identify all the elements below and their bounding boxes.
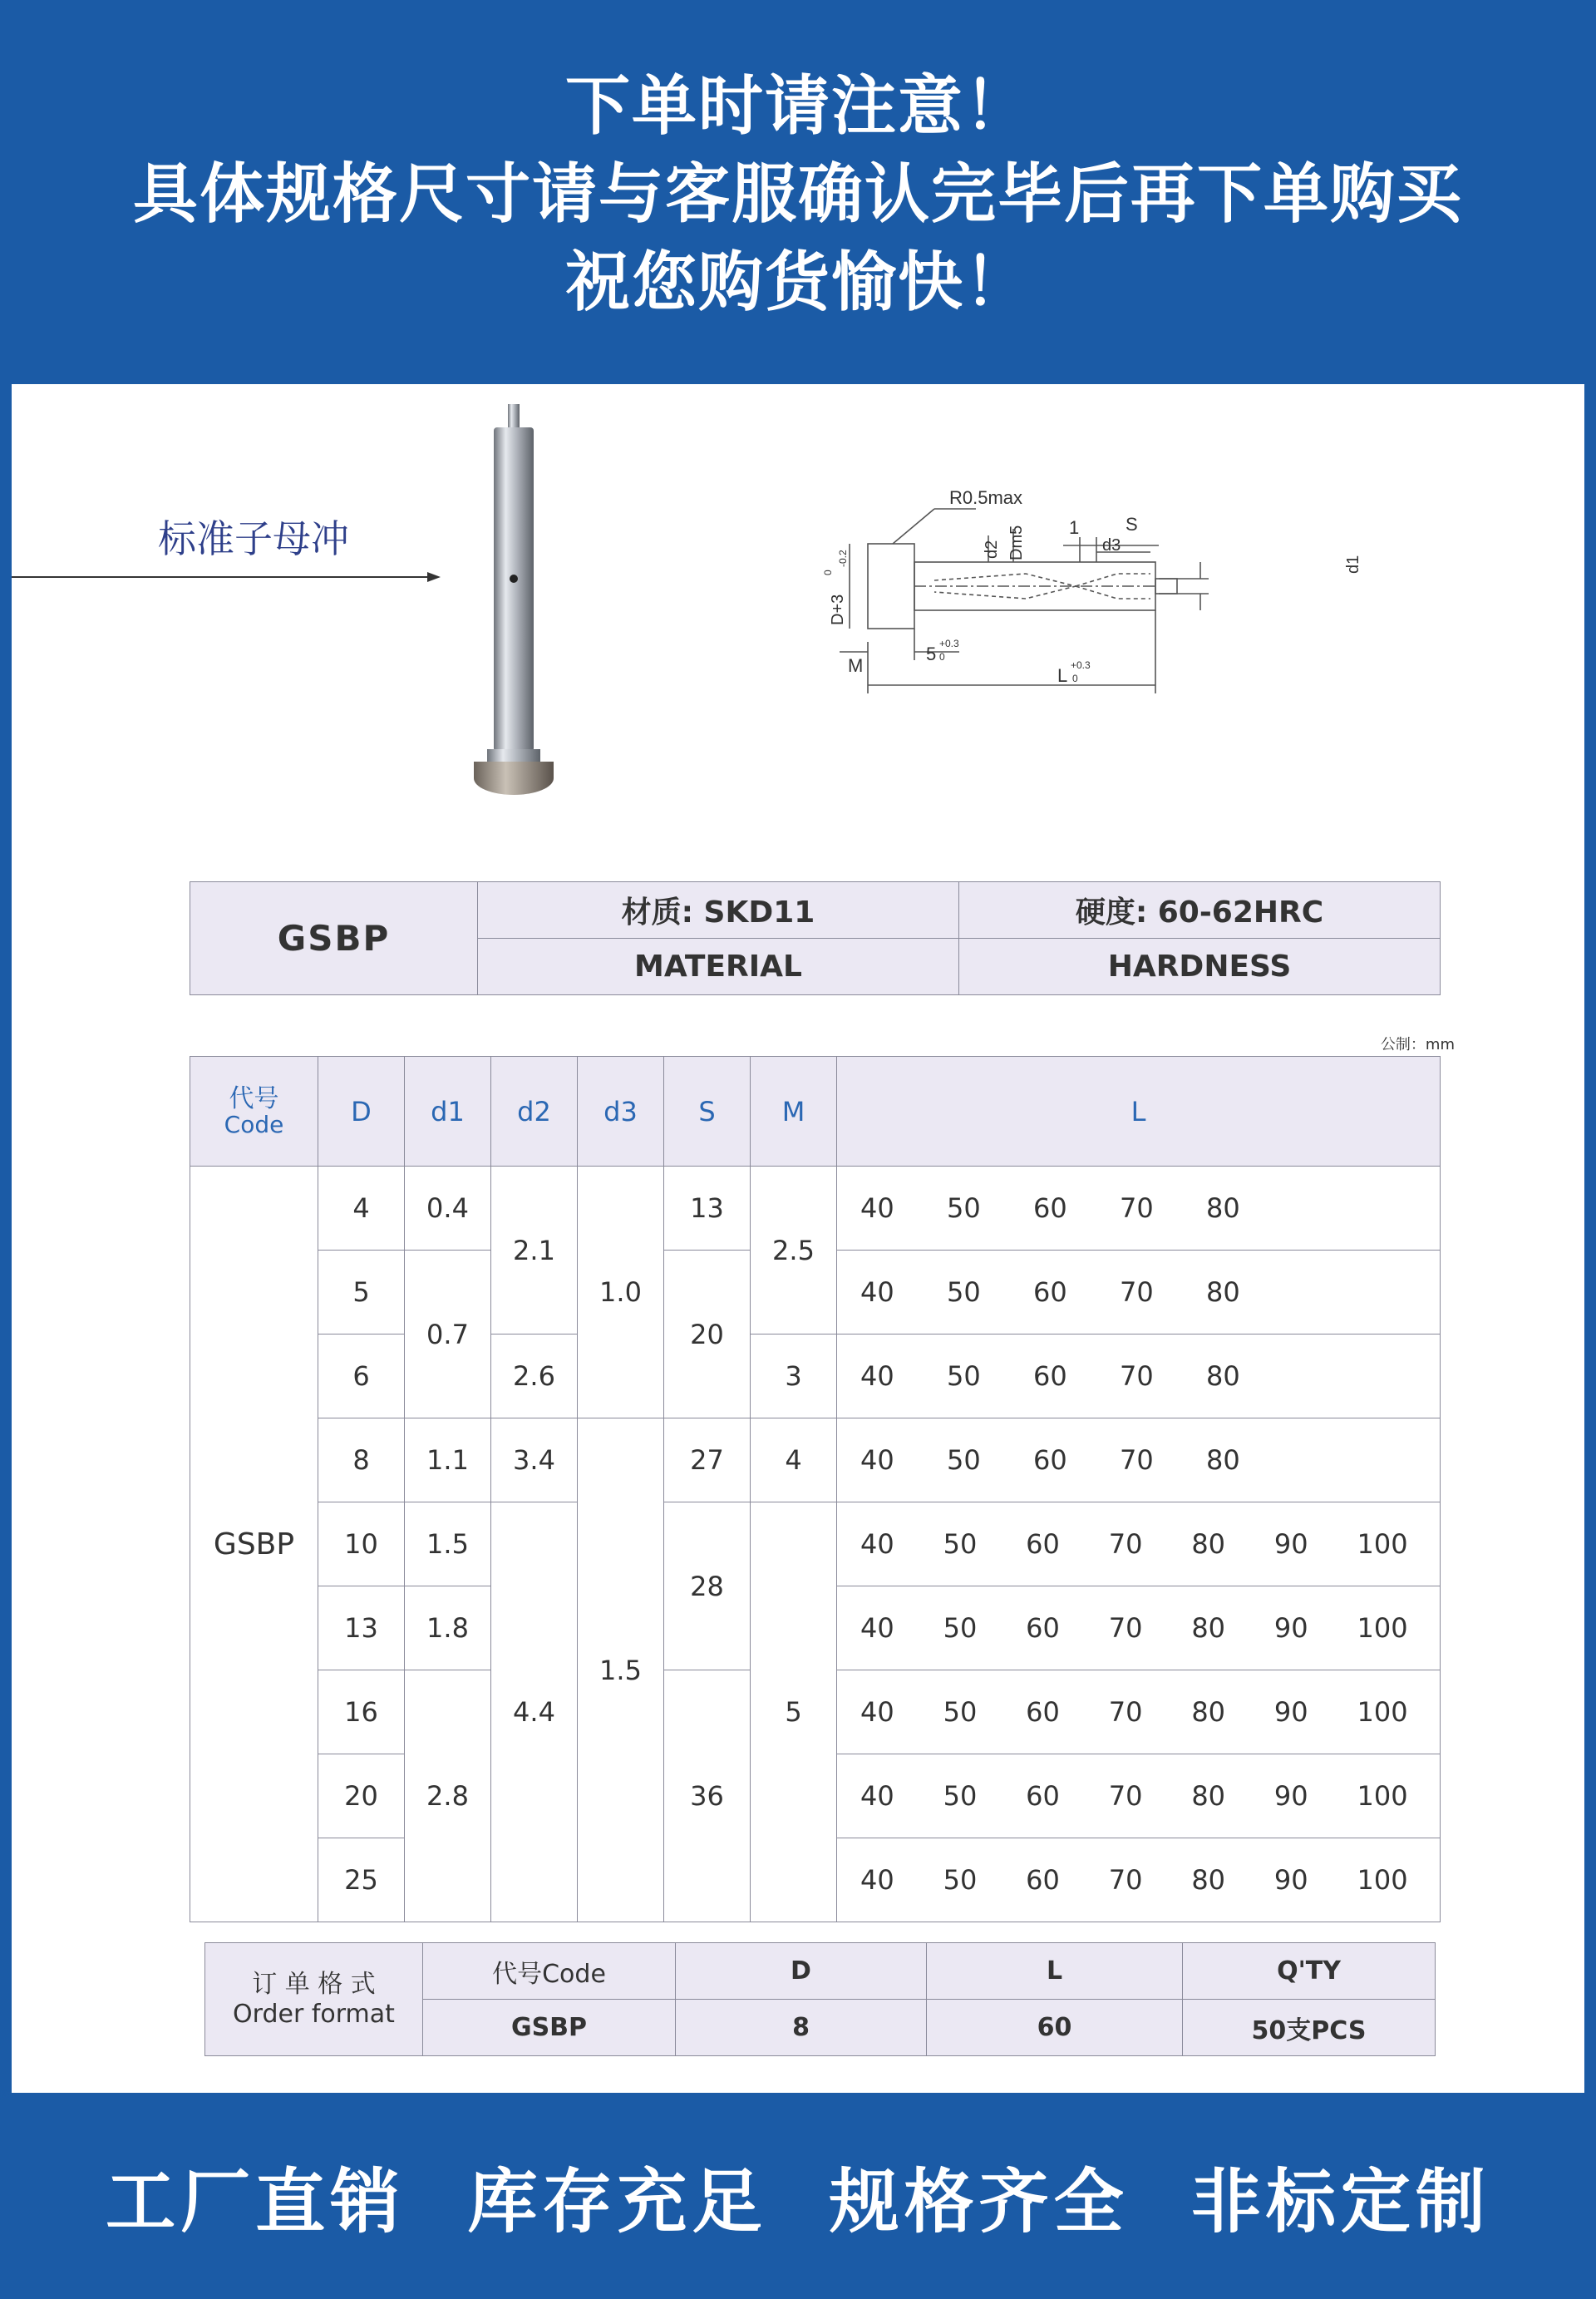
l-value: 70: [1108, 1780, 1143, 1812]
l-tol-upper: +0.3: [1071, 659, 1091, 671]
order-format-label: 订 单 格 式 Order format: [205, 1943, 423, 2056]
dm5-label: Dm5: [1007, 525, 1026, 560]
material-cn: 材质: SKD11: [478, 882, 959, 939]
s-label: S: [1126, 514, 1138, 535]
l-value: 60: [1033, 1360, 1067, 1392]
l-value: 90: [1273, 1528, 1308, 1560]
five-label: 5: [926, 644, 937, 664]
cell-d2: 2.1: [491, 1167, 578, 1335]
five-tol-lower: 0: [939, 651, 945, 663]
cell-d1: 0.7: [405, 1251, 491, 1418]
order-value-code: GSBP: [423, 2000, 676, 2056]
l-value: 50: [943, 1864, 978, 1896]
table-row: [190, 1418, 1441, 1502]
d-tol-upper: 0: [822, 570, 834, 575]
footer-slogan: 工厂直销 库存充足 规格齐全 非标定制: [106, 2160, 1490, 2242]
unit-note: 公制：mm: [1380, 1036, 1455, 1053]
l-value: 90: [1273, 1780, 1308, 1812]
l-value: 50: [947, 1444, 981, 1476]
l-value: 40: [860, 1612, 894, 1644]
d-label: D+3: [829, 594, 847, 625]
l-value: 40: [860, 1444, 894, 1476]
header-d1: d1: [405, 1057, 491, 1167]
content-panel: [12, 384, 1584, 2093]
five-tol-upper: +0.3: [939, 638, 959, 649]
l-value: 90: [1273, 1612, 1308, 1644]
top-banner: [0, 0, 1596, 384]
cell-S: 36: [664, 1670, 751, 1922]
cell-d2: 2.6: [491, 1335, 578, 1418]
l-value: 100: [1357, 1528, 1408, 1560]
l-value: 50: [947, 1276, 981, 1308]
cell-d1: 0.4: [405, 1167, 491, 1251]
row-code: GSBP: [190, 1167, 318, 1922]
l-value: 40: [860, 1276, 894, 1308]
cell-D: 4: [318, 1167, 405, 1251]
cell-L: [837, 1418, 1441, 1502]
hardness-en: HARDNESS: [959, 939, 1441, 995]
order-header-L: L: [927, 1943, 1183, 2000]
cell-d2: 3.4: [491, 1418, 578, 1502]
cell-S: 28: [664, 1502, 751, 1670]
l-value: 70: [1108, 1864, 1143, 1896]
hardness-cn: 硬度: 60-62HRC: [959, 882, 1441, 939]
cell-L: [837, 1838, 1441, 1922]
l-value: 70: [1120, 1276, 1154, 1308]
l-value: 40: [860, 1192, 894, 1224]
header-M: M: [751, 1057, 837, 1167]
l-value: 80: [1191, 1864, 1226, 1896]
l-value: 60: [1026, 1696, 1060, 1728]
order-value-D: 8: [676, 2000, 927, 2056]
table-row: [190, 1502, 1441, 1586]
l-value: 70: [1120, 1360, 1154, 1392]
l-value: 100: [1357, 1864, 1408, 1896]
r-label: R0.5max: [949, 487, 1023, 508]
cell-L: [837, 1167, 1441, 1251]
notice-line-3: 祝您购货愉快！: [564, 245, 1031, 320]
l-value: 70: [1108, 1612, 1143, 1644]
l-value: 50: [947, 1360, 981, 1392]
l-value: 40: [860, 1528, 894, 1560]
l-value: 80: [1191, 1612, 1226, 1644]
cell-D: 25: [318, 1838, 405, 1922]
l-value: 50: [943, 1780, 978, 1812]
l-value: 100: [1357, 1780, 1408, 1812]
cell-d3: 1.0: [578, 1167, 664, 1418]
notice-line-1: 下单时请注意！: [564, 69, 1031, 144]
l-value: 60: [1026, 1528, 1060, 1560]
l-label: L: [1057, 665, 1068, 686]
cell-L: [837, 1670, 1441, 1754]
cell-D: 8: [318, 1418, 405, 1502]
l-value: 40: [860, 1360, 894, 1392]
l-value: 70: [1120, 1444, 1154, 1476]
material-spec-table: [190, 881, 1441, 995]
cell-D: 6: [318, 1335, 405, 1418]
l-value: 40: [860, 1780, 894, 1812]
cell-M: 5: [751, 1502, 837, 1922]
l-value: 70: [1108, 1528, 1143, 1560]
l-value: 80: [1206, 1444, 1240, 1476]
table-header-row: [190, 1057, 1441, 1167]
header-L: L: [837, 1057, 1441, 1167]
cell-L: [837, 1754, 1441, 1838]
cell-L: [837, 1586, 1441, 1670]
l-value: 100: [1357, 1696, 1408, 1728]
order-header-qty: Q'TY: [1183, 1943, 1436, 2000]
cell-D: 16: [318, 1670, 405, 1754]
order-format-table: [204, 1942, 1436, 2056]
d3-label: d3: [1102, 536, 1121, 555]
l-value: 80: [1206, 1192, 1240, 1224]
l-value: 50: [943, 1612, 978, 1644]
cell-L: [837, 1502, 1441, 1586]
table-row: [190, 1167, 1441, 1251]
l-value: 80: [1191, 1696, 1226, 1728]
material-en: MATERIAL: [478, 939, 959, 995]
d1-label: d1: [1344, 555, 1362, 574]
notice-line-2: 具体规格尺寸请与客服确认完毕后再下单购买: [132, 157, 1463, 232]
header-S: S: [664, 1057, 751, 1167]
l-value: 80: [1206, 1276, 1240, 1308]
order-value-L: 60: [927, 2000, 1183, 2056]
l-value: 60: [1026, 1612, 1060, 1644]
cell-D: 10: [318, 1502, 405, 1586]
l-value: 50: [943, 1696, 978, 1728]
punch-technical-drawing: [810, 476, 1383, 733]
l-value: 80: [1191, 1780, 1226, 1812]
cell-D: 13: [318, 1586, 405, 1670]
order-header-D: D: [676, 1943, 927, 2000]
l-value: 70: [1108, 1696, 1143, 1728]
cell-S: 27: [664, 1418, 751, 1502]
l-value: 90: [1273, 1864, 1308, 1896]
l-tol-lower: 0: [1072, 673, 1078, 684]
bottom-banner: [0, 2093, 1596, 2299]
cell-d1: 1.5: [405, 1502, 491, 1586]
cell-M: 2.5: [751, 1167, 837, 1335]
cell-L: [837, 1335, 1441, 1418]
l-value: 60: [1033, 1192, 1067, 1224]
l-value: 50: [943, 1528, 978, 1560]
d-tol-lower: -0.2: [837, 550, 849, 567]
l-value: 50: [947, 1192, 981, 1224]
cell-L: [837, 1251, 1441, 1335]
l-value: 60: [1026, 1780, 1060, 1812]
cell-M: 3: [751, 1335, 837, 1418]
pointer-arrow-icon: [12, 567, 444, 587]
cell-M: 4: [751, 1418, 837, 1502]
l-value: 40: [860, 1696, 894, 1728]
l-value: 60: [1033, 1444, 1067, 1476]
d2-label: d2: [983, 540, 1001, 559]
table-row: [190, 1335, 1441, 1418]
product-label: 标准子母冲: [158, 516, 349, 561]
cell-D: 20: [318, 1754, 405, 1838]
punch-photo: [461, 404, 569, 795]
l-value: 60: [1033, 1276, 1067, 1308]
header-D: D: [318, 1057, 405, 1167]
dimension-table: [190, 1056, 1441, 1922]
cell-d3: 1.5: [578, 1418, 664, 1922]
order-header-code: 代号Code: [423, 1943, 676, 2000]
header-d2: d2: [491, 1057, 578, 1167]
l-value: 90: [1273, 1696, 1308, 1728]
l-value: 60: [1026, 1864, 1060, 1896]
m-label: M: [848, 655, 864, 676]
cell-d1: 1.8: [405, 1586, 491, 1670]
l-value: 100: [1357, 1612, 1408, 1644]
cell-d1: 2.8: [405, 1670, 491, 1922]
l-value: 70: [1120, 1192, 1154, 1224]
l-value: 80: [1191, 1528, 1226, 1560]
cell-S: 13: [664, 1167, 751, 1251]
cell-d2: 4.4: [491, 1502, 578, 1922]
cell-D: 5: [318, 1251, 405, 1335]
cell-S: 20: [664, 1251, 751, 1418]
spec-code: GSBP: [190, 882, 478, 995]
header-d3: d3: [578, 1057, 664, 1167]
l-value: 40: [860, 1864, 894, 1896]
cell-d1: 1.1: [405, 1418, 491, 1502]
order-value-qty: 50支PCS: [1183, 2000, 1436, 2056]
header-code: 代号 Code: [190, 1057, 318, 1167]
l-value: 80: [1206, 1360, 1240, 1392]
one-label: 1: [1069, 517, 1080, 538]
